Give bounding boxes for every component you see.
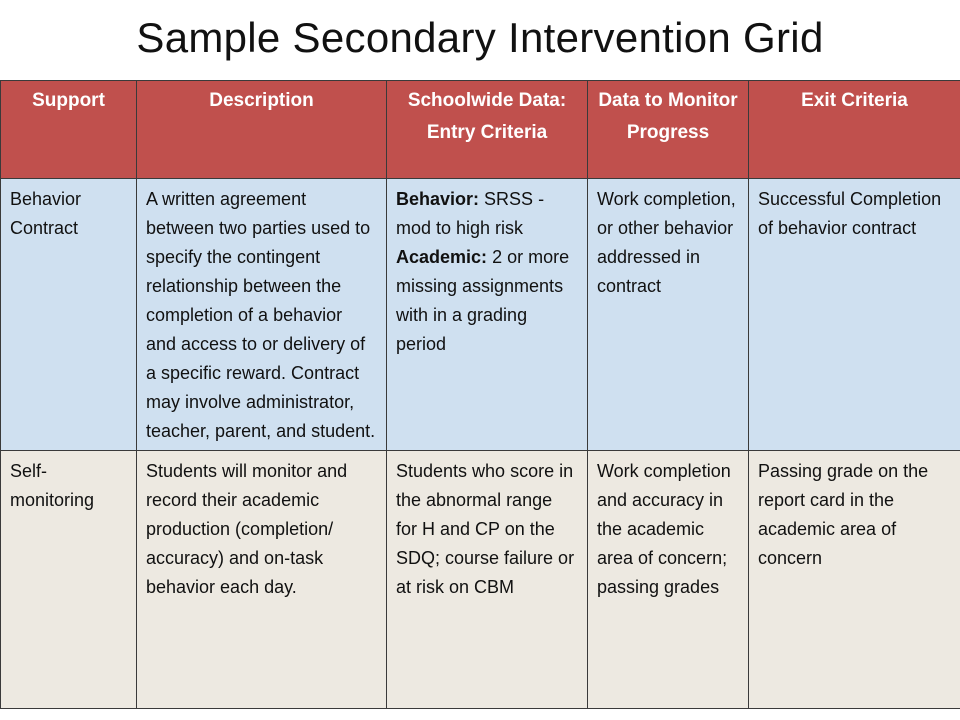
- cell-support: Self-monitoring: [1, 451, 137, 709]
- slide-title: Sample Secondary Intervention Grid: [136, 14, 824, 61]
- cell-exit-criteria: Successful Completion of behavior contract: [749, 179, 960, 451]
- cell-monitor-progress: Work completion, or other behavior addressed in contract: [588, 179, 749, 451]
- cell-exit-criteria: Passing grade on the report card in the academic area of concern: [749, 451, 960, 709]
- cell-description: A written agreement between two parties used to specify the contingent relationship between the completion of a behavior and access to or delivery of a specific reward. Contract may involve administrator, teacher, parent, and student.: [137, 179, 387, 451]
- header-row: [1, 81, 960, 179]
- entry-label-behavior: Behavior:: [396, 189, 480, 209]
- table-row: [1, 179, 960, 451]
- table-row: [1, 451, 960, 709]
- entry-text-academic: 2 or more missing assignments with in a grading period: [396, 247, 570, 354]
- intervention-grid-table: [0, 80, 960, 709]
- header-support: Support: [1, 81, 137, 179]
- entry-text-behavior: SRSS - mod to high risk: [396, 189, 545, 238]
- header-description: Description: [137, 81, 387, 179]
- cell-monitor-progress: Work completion and accuracy in the academic area of concern; passing grades: [588, 451, 749, 709]
- header-exit-criteria: Exit Criteria: [749, 81, 960, 179]
- cell-support: Behavior Contract: [1, 179, 137, 451]
- cell-description: Students will monitor and record their academic production (completion/ accuracy) and on-task behavior each day.: [137, 451, 387, 709]
- header-entry-criteria: Schoolwide Data: Entry Criteria: [387, 81, 588, 179]
- cell-entry-criteria: Students who score in the abnormal range for H and CP on the SDQ; course failure or at risk on CBM: [387, 451, 588, 709]
- entry-label-academic: Academic:: [396, 247, 488, 267]
- cell-entry-criteria: [387, 179, 588, 451]
- header-monitor-progress: Data to Monitor Progress: [588, 81, 749, 179]
